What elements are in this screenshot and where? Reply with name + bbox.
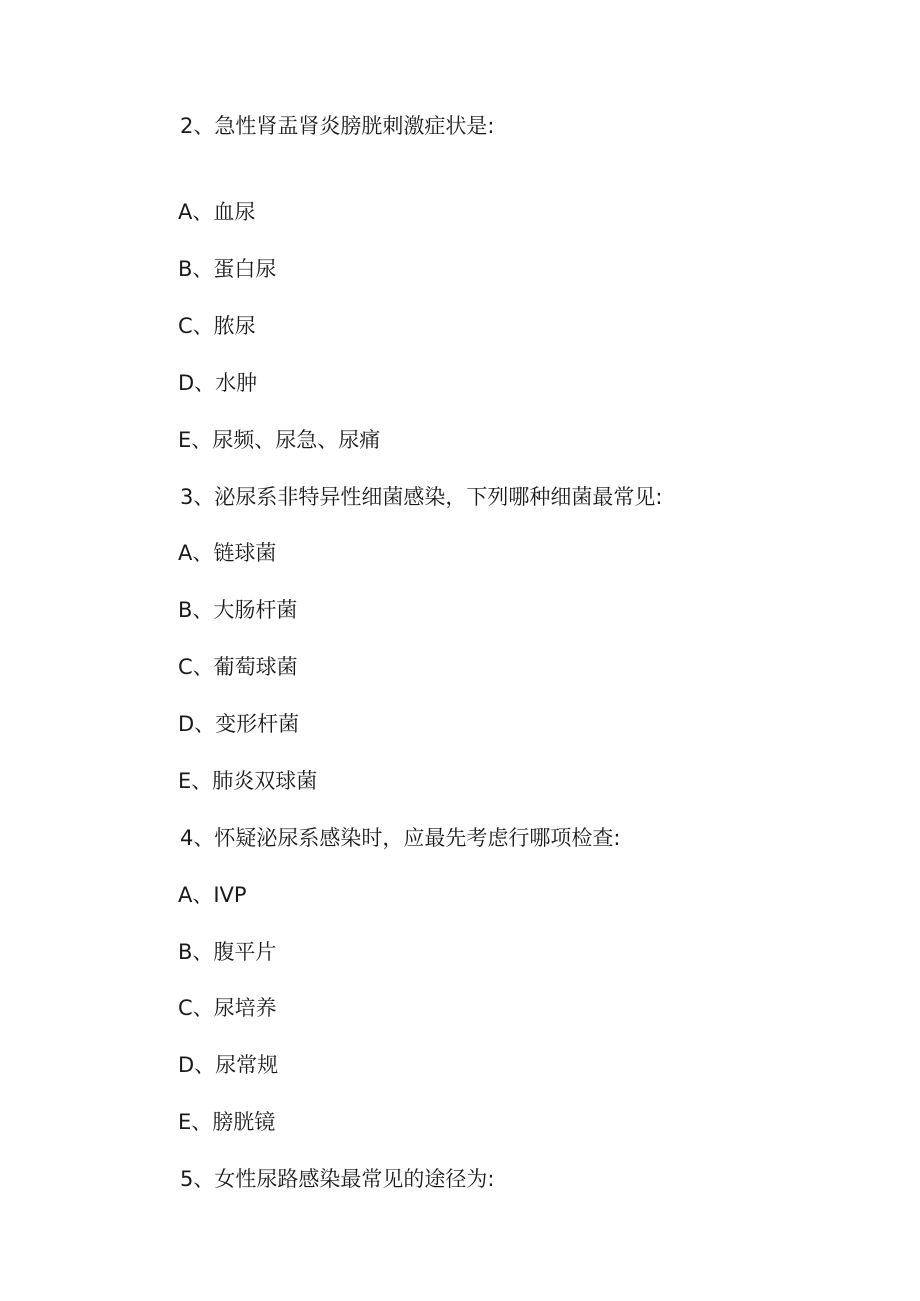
question-4-option-c: C、尿培养 [178, 996, 277, 1020]
question-4-stem: 4、怀疑泌尿系感染时，应最先考虑行哪项检查: [180, 826, 621, 850]
question-2-option-c: C、脓尿 [178, 314, 256, 338]
question-3-option-e: E、肺炎双球菌 [178, 769, 318, 793]
question-3-stem: 3、泌尿系非特异性细菌感染，下列哪种细菌最常见: [180, 485, 663, 509]
question-4-option-b: B、腹平片 [178, 940, 277, 964]
question-3-option-b: B、大肠杆菌 [178, 598, 298, 622]
question-4-option-e: E、膀胱镜 [178, 1110, 276, 1134]
question-3-option-a: A、链球菌 [178, 541, 277, 565]
question-2-stem: 2、急性肾盂肾炎膀胱刺激症状是: [180, 114, 495, 138]
question-2-option-e: E、尿频、尿急、尿痛 [178, 428, 381, 452]
question-5-stem: 5、女性尿路感染最常见的途径为: [180, 1167, 495, 1191]
question-2-option-b: B、蛋白尿 [178, 257, 277, 281]
question-3-option-d: D、变形杆菌 [178, 712, 300, 736]
question-4-option-d: D、尿常规 [178, 1053, 279, 1077]
question-2-option-d: D、水肿 [178, 371, 258, 395]
question-4-option-a: A、IVP [178, 883, 247, 907]
question-2-option-a: A、血尿 [178, 200, 256, 224]
question-3-option-c: C、葡萄球菌 [178, 655, 298, 679]
